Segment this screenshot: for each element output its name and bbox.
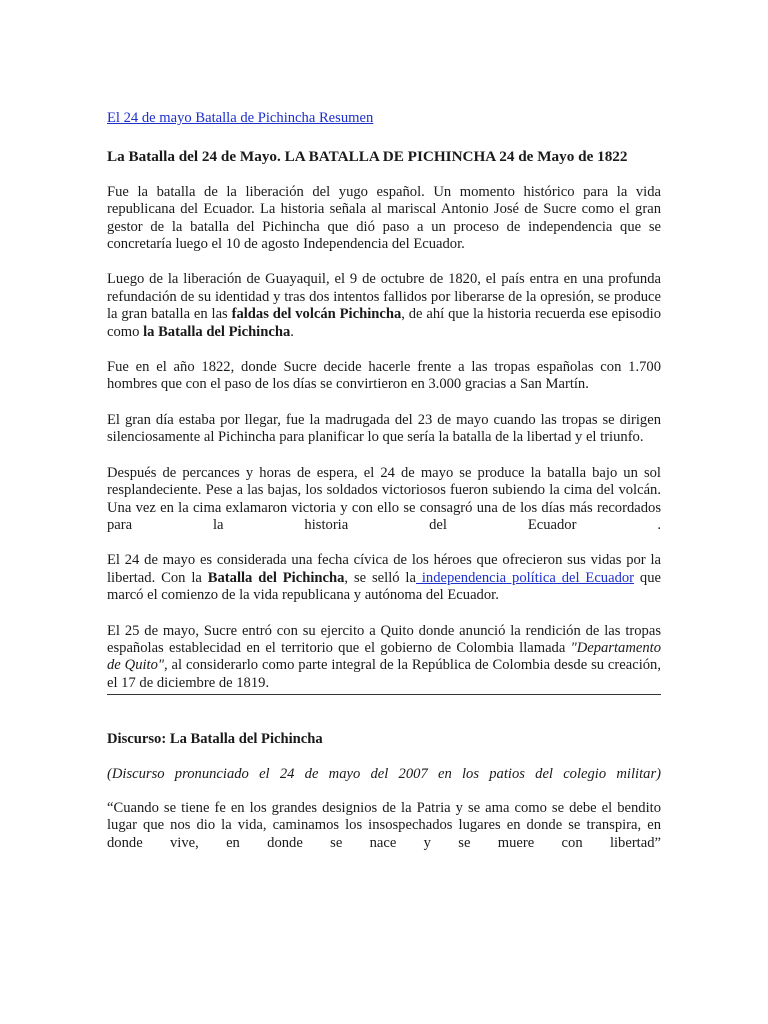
p2-bold-faldas: faldas del volcán Pichincha xyxy=(231,306,402,323)
independence-link[interactable]: independencia política del Ecuador xyxy=(415,569,635,586)
discurso-note: (Discurso pronunciado el 24 de mayo del 2007 en los patios del colegio militar) xyxy=(107,765,661,782)
speech-quote: “Cuando se tiene fe en los grandes designios de la Patria y se ama como se debe el bendito lugar que nos dio la vida, caminamos los insospechados lugares en donde se transpira, en donde vive, en donde se nace y se muere con libertad” xyxy=(107,799,661,851)
discurso-label: Discurso: xyxy=(107,731,167,748)
discurso-title: La Batalla del Pichincha xyxy=(166,731,323,748)
title-link[interactable]: El 24 de mayo Batalla de Pichincha Resumen xyxy=(107,110,374,126)
p7-text-c: , al considerarlo como parte integral de la República de Colombia desde su creación, el 17 de diciembre de 1819. xyxy=(107,657,661,691)
paragraph-may-23: El gran día estaba por llegar, fue la madrugada del 23 de mayo cuando las tropas se dirigen silenciosamente al Pichincha para planificar lo que sería la batalla de la libertad y el triunfo. xyxy=(107,411,661,446)
p2-text-e: . xyxy=(290,323,294,340)
p6-text-d: que marcó el comienzo de la vida republicana y autónoma del Ecuador. xyxy=(107,569,661,604)
p2-text-a: Luego de la liberación de Guayaquil, el 9 de octubre de 1820, el país entra en una profunda refundación de su identidad y tras dos intentos fallidos por liberarse de la opresión, se produce la gran batalla en las xyxy=(107,271,661,323)
paragraph-intro: Fue la batalla de la liberación del yugo español. Un momento histórico para la vida republicana del Ecuador. La historia señala al mariscal Antonio José de Sucre como el gran gestor de la batalla del Pichincha que dió paso a un proceso de independencia que se concretaría luego el 10 de agosto Independencia del Ecuador. xyxy=(107,183,661,253)
p7-italic-departamento: "Departamento de Quito" xyxy=(107,639,661,674)
p2-text-c: , de ahí que la historia recuerda ese episodio como xyxy=(107,306,661,340)
discurso-heading xyxy=(107,731,661,748)
paragraph-sucre-troops: Fue en el año 1822, donde Sucre decide hacerle frente a las tropas españolas con 1.700 hombres que con el paso de los días se convirtieron en 3.000 gracias a San Martín. xyxy=(107,359,661,393)
document-body xyxy=(107,110,661,852)
main-heading: La Batalla del 24 de Mayo. LA BATALLA DE PICHINCHA 24 de Mayo de 1822 xyxy=(107,148,628,166)
paragraph-battle-day: Después de percances y horas de espera, el 24 de mayo se produce la batalla bajo un sol resplandeciente. Pese a las bajas, los soldados victoriosos fueron subiendo la cima del volcán. Una vez en la cima exlamaron victoria y con ello se consagró una de los días más recordados para la historia del Ecuador . xyxy=(107,464,661,533)
p2-bold-batalla: la Batalla del Pichincha xyxy=(143,323,291,340)
paragraph-may-25 xyxy=(107,623,661,693)
p7-text-a: El 25 de mayo, Sucre entró con su ejercito a Quito donde anunció la rendición de las tropas españolas establecidad en el territorio que el gobierno de Colombia llamada xyxy=(107,622,661,656)
paragraph-guayaquil xyxy=(107,271,661,341)
section-divider xyxy=(107,694,661,695)
paragraph-civic-date xyxy=(107,552,661,604)
p6-text-a: El 24 de mayo es considerada una fecha cívica de los héroes que ofrecieron sus vidas por la libertad. Con la xyxy=(107,552,661,586)
p6-bold-batalla: Batalla del Pichincha xyxy=(207,569,345,586)
p6-text-c: , se selló la xyxy=(344,569,416,586)
